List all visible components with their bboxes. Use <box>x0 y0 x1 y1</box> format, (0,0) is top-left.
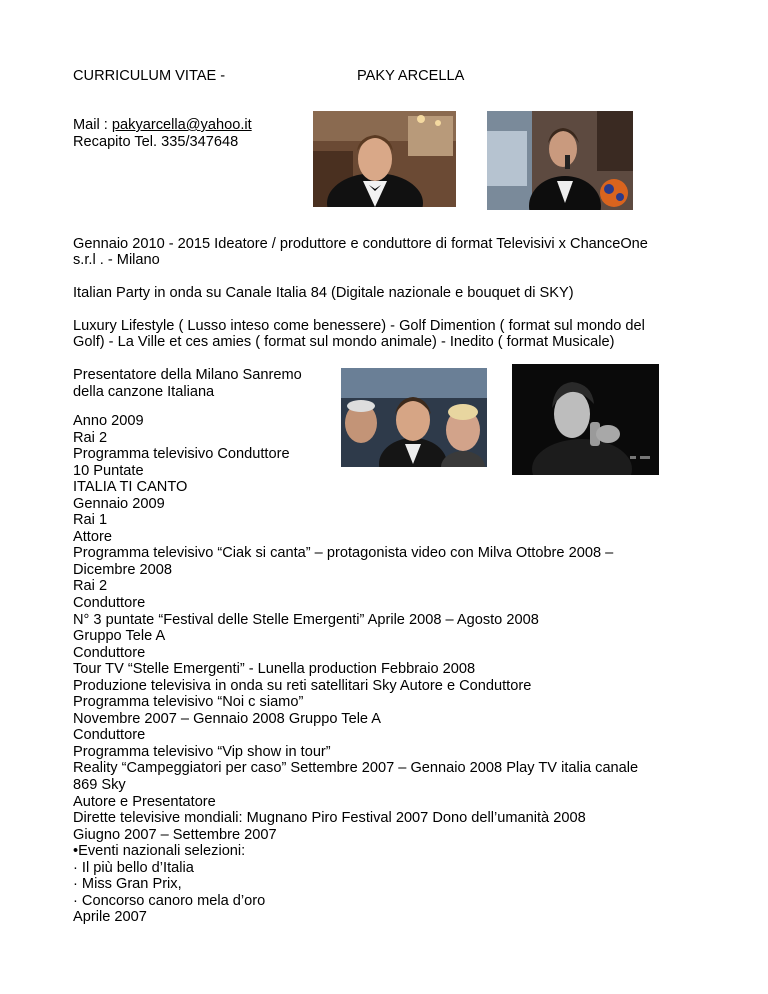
intro-line-7: della canzone Italiana <box>73 384 215 400</box>
career-line: Programma televisivo “Ciak si canta” – protagonista video con Milva Ottobre 2008 – <box>73 545 614 562</box>
intro-line-5: Golf) - La Ville et ces amies ( format sul mondo animale) - Inedito ( format Musicale) <box>73 334 615 350</box>
career-line: · Il più bello d’Italia <box>73 859 194 876</box>
career-line: Attore <box>73 528 112 545</box>
career-line: Anno 2009 <box>73 413 144 429</box>
career-line: Conduttore <box>73 644 146 661</box>
career-line: 10 Puntate <box>73 462 144 479</box>
career-line: Programma televisivo Conduttore <box>73 446 290 463</box>
career-line: · Concorso canoro mela d’oro <box>73 892 266 909</box>
career-line: N° 3 puntate “Festival delle Stelle Emergenti” Aprile 2008 – Agosto 2008 <box>73 611 539 628</box>
career-line: · Miss Gran Prix, <box>73 876 182 893</box>
career-line: Rai 1 <box>73 512 108 529</box>
career-line: Conduttore <box>73 595 146 612</box>
intro-line-4: Luxury Lifestyle ( Lusso inteso come benessere) - Golf Dimention ( format sul mondo del <box>73 318 645 334</box>
cv-title: CURRICULUM VITAE - <box>73 68 226 84</box>
career-line: Programma televisivo “Noi c siamo” <box>73 694 304 711</box>
career-line: Reality “Campeggiatori per caso” Settembre 2007 – Gennaio 2008 Play TV italia canale <box>73 760 639 777</box>
mail-label: Mail : <box>73 117 112 133</box>
career-line: 869 Sky <box>73 777 126 794</box>
phone-line: Recapito Tel. 335/347648 <box>73 134 239 150</box>
career-line: Programma televisivo “Vip show in tour” <box>73 743 331 760</box>
career-line: Rai 2 <box>73 578 108 595</box>
career-line: Giugno 2007 – Settembre 2007 <box>73 826 277 843</box>
career-list <box>73 413 638 926</box>
email-link[interactable]: pakyarcella@yahoo.it <box>111 117 252 133</box>
career-line: Conduttore <box>73 727 146 744</box>
photo-singing-microphone <box>487 111 633 210</box>
career-line: Rai 2 <box>73 429 108 446</box>
photo-restaurant-portrait <box>313 111 456 207</box>
career-line: Autore e Presentatore <box>73 793 216 810</box>
intro-line-1: Gennaio 2010 - 2015 Ideatore / produttore e conduttore di format Televisivi x ChanceOne <box>73 236 648 252</box>
career-line: Novembre 2007 – Gennaio 2008 Gruppo Tele A <box>73 710 382 727</box>
career-line: Dicembre 2008 <box>73 561 172 578</box>
career-line: Gennaio 2009 <box>73 495 165 512</box>
career-line: Dirette televisive mondiali: Mugnano Piro Festival 2007 Dono dell’umanità 2008 <box>73 810 586 827</box>
mail-line <box>73 117 252 134</box>
career-line: Aprile 2007 <box>73 909 147 926</box>
person-name: PAKY ARCELLA <box>357 68 465 84</box>
career-line: Produzione televisiva in onda su reti satellitari Sky Autore e Conduttore <box>73 677 532 694</box>
career-line: •Eventi nazionali selezioni: <box>73 843 246 860</box>
intro-line-2: s.r.l . - Milano <box>73 252 160 268</box>
career-line: Tour TV “Stelle Emergenti” - Lunella production Febbraio 2008 <box>73 661 476 678</box>
career-line: ITALIA TI CANTO <box>73 479 188 496</box>
intro-line-6: Presentatore della Milano Sanremo <box>73 367 302 383</box>
intro-line-3: Italian Party in onda su Canale Italia 84 (Digitale nazionale e bouquet di SKY) <box>73 285 574 301</box>
career-line: Gruppo Tele A <box>73 628 166 645</box>
